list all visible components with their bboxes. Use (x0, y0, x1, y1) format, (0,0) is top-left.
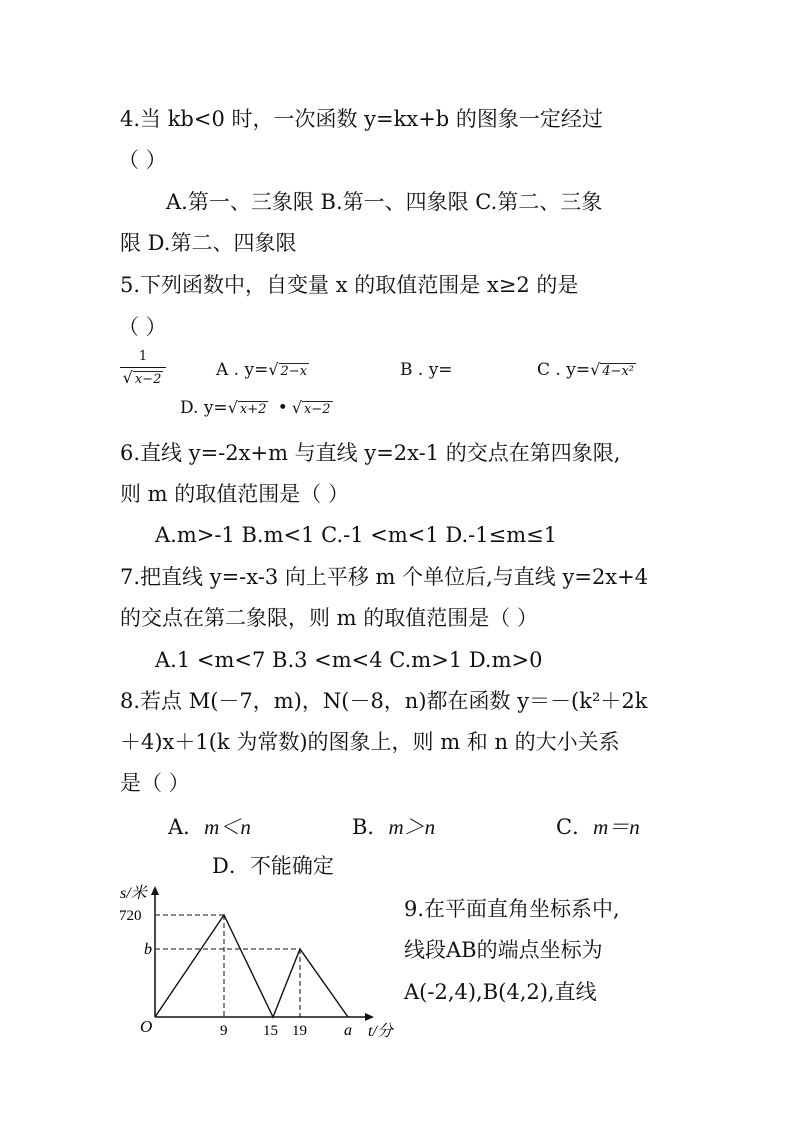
origin-label: O (140, 1017, 153, 1036)
q5-fraction (118, 349, 168, 387)
y-tick-720: 720 (119, 908, 142, 924)
q8-option-b-label: B． (352, 815, 389, 839)
q6-stem-line1: 6.直线 y=-2x+m 与直线 y=2x-1 的交点在第四象限, (120, 441, 621, 465)
q6-options: A.m>-1 B.m<1 C.-1 <m<1 D.-1≤m≤1 (155, 523, 558, 547)
q5-option-d-dot: • (277, 398, 288, 418)
q5-option-d-radicand1: x+2 (239, 402, 267, 417)
q5-option-c-label: C . y= (537, 360, 591, 380)
q8-option-c-math: m＝n (593, 815, 640, 839)
q8-option-a-label: A． (168, 815, 205, 839)
x-axis-label: t/分 (368, 1023, 393, 1040)
q8-option-b-math: m＞n (388, 815, 436, 839)
q5-option-b (400, 360, 453, 380)
q8-option-d: D．不能确定 (212, 854, 334, 878)
q5-option-a: A . y=√ 2−x (216, 360, 308, 380)
q7-stem-line1: 7.把直线 y=-x-3 向上平移 m 个单位后,与直线 y=2x+4 (120, 565, 649, 589)
x-tick-a: a (344, 1022, 352, 1039)
q5-fraction-denominator: √ x−2 (122, 368, 162, 387)
y-axis-arrow (151, 886, 159, 895)
distance-time-polyline (155, 915, 348, 1017)
q8-stem-line1: 8.若点 M(－7，m)，N(－8，n)都在函数 y＝－(k²＋2k (120, 689, 648, 713)
distance-time-graph (118, 882, 408, 1047)
q8-option-b (352, 814, 435, 840)
q9-line1: 9.在平面直角坐标系中, (404, 897, 620, 921)
q5-option-b-label: B . y= (400, 360, 453, 380)
q5-option-c-radicand: 4−x² (602, 364, 634, 379)
x-tick-19: 19 (292, 1023, 307, 1039)
q8-option-a-math: m＜n (204, 815, 251, 839)
q8-option-c-label: C． (556, 815, 594, 839)
q5-option-d-radicand2: x−2 (304, 402, 331, 417)
x-tick-9: 9 (220, 1023, 228, 1039)
q8-option-c (556, 814, 640, 840)
q6-stem-line2: 则 m 的取值范围是（ ） (120, 482, 349, 506)
q4-stem: 4.当 kb<0 时，一次函数 y=kx+b 的图象一定经过 (120, 107, 603, 131)
x-tick-15: 15 (263, 1023, 278, 1039)
q5-option-d-label: D. y= (180, 398, 228, 418)
q8-stem-line3: 是（ ） (120, 771, 190, 795)
q9-line3: A(-2,4),B(4,2),直线 (404, 980, 597, 1004)
q7-options: A.1 <m<7 B.3 <m<4 C.m>1 D.m>0 (155, 648, 543, 672)
q4-options-line2: 限 D.第二、四象限 (120, 231, 297, 255)
x-axis-arrow (365, 1013, 374, 1021)
q5-stem: 5.下列函数中，自变量 x 的取值范围是 x≥2 的是 (120, 273, 579, 297)
y-axis-label: s/米 (120, 885, 147, 902)
q5-option-a-radicand: 2−x (280, 364, 308, 379)
q5-option-d: D. y=√ x+2 • √ x−2 (180, 398, 331, 418)
q5-option-a-label: A . y= (216, 360, 269, 380)
q8-option-a (168, 814, 251, 840)
q5-paren: （ ） (118, 315, 167, 339)
q7-stem-line2: 的交点在第二象限，则 m 的取值范围是（ ） (120, 606, 538, 630)
q4-paren: （ ） (118, 148, 167, 172)
q4-options-line1: A.第一、三象限 B.第一、四象限 C.第二、三象 (166, 190, 603, 214)
q5-fraction-numerator: 1 (138, 349, 148, 364)
q8-stem-line2: ＋4)x＋1(k 为常数)的图象上，则 m 和 n 的大小关系 (120, 730, 620, 754)
y-tick-b: b (144, 941, 152, 958)
q5-option-c: C . y=√ 4−x² (537, 360, 634, 380)
q9-line2: 线段AB的端点坐标为 (404, 938, 603, 962)
